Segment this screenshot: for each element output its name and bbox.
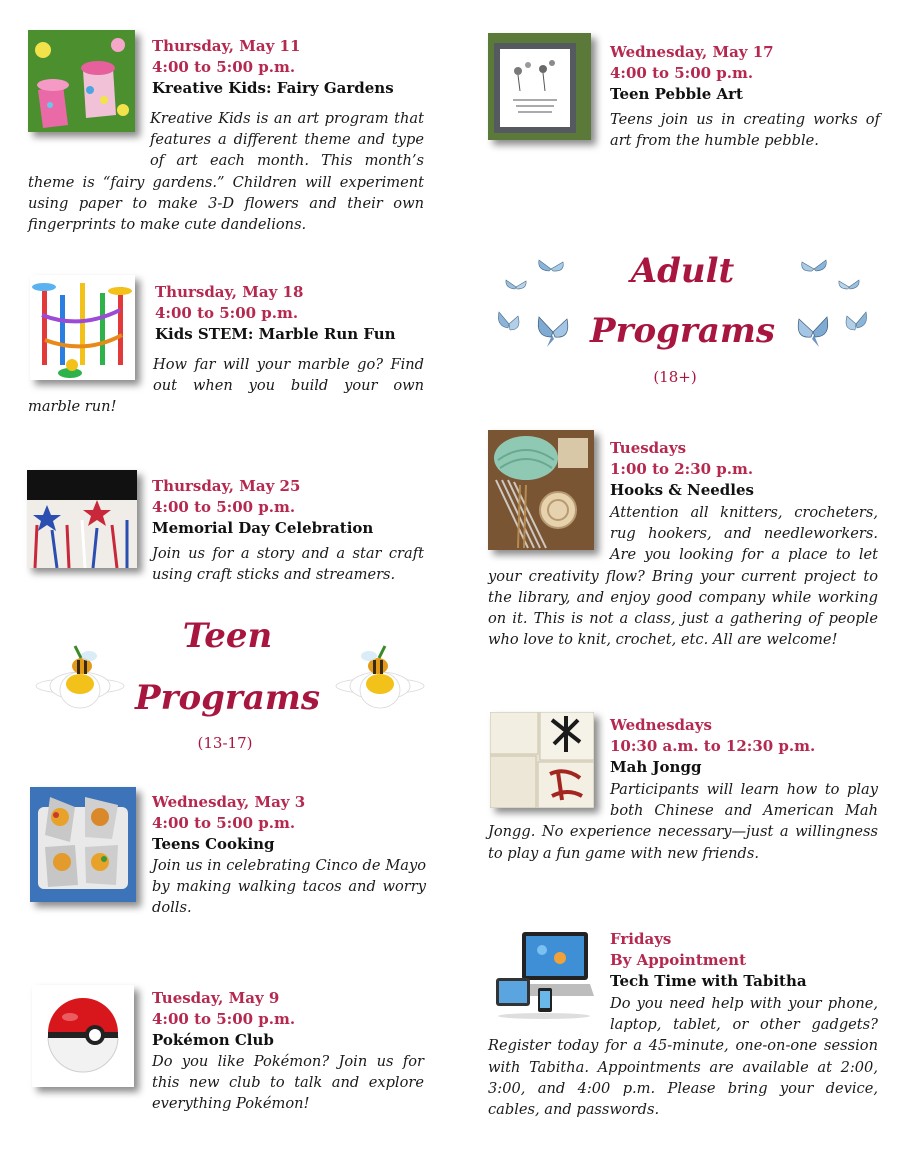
butterfly-icon: [843, 310, 869, 338]
event-title: Kreative Kids: Fairy Gardens: [152, 79, 394, 97]
heading-line2: Programs: [590, 311, 775, 351]
event-date: Thursday, May 11: [152, 37, 301, 55]
float-spacer: [488, 779, 610, 819]
butterfly-icon: [838, 278, 860, 296]
event-memorial-day: [152, 476, 424, 585]
heading-line1: Teen: [182, 616, 273, 656]
event-date: Thursday, May 18: [155, 283, 304, 301]
adult-age-range: (18+): [653, 368, 697, 386]
event-time: 4:00 to 5:00 p.m.: [152, 498, 296, 516]
event-date: Wednesday, May 17: [610, 43, 774, 61]
event-title: Hooks & Needles: [610, 481, 754, 499]
event-description: Do you need help with your phone, laptop, tablet, or other gadgets? Register today for a 45-minute, one-on-one session with Tabitha. Appointments are available at 2:00, 3:00, and 4:00 p.m. Please bring your device, cables, and passwords.: [488, 995, 878, 1119]
event-hooks-needles: [610, 438, 880, 501]
event-time: 1:00 to 2:30 p.m.: [610, 460, 754, 478]
event-marble-run: [155, 282, 425, 345]
bee-daisy-icon: [35, 636, 125, 712]
event-time: 4:00 to 5:00 p.m.: [152, 814, 296, 832]
teen-age-range: (13-17): [197, 734, 253, 752]
event-title: Memorial Day Celebration: [152, 519, 374, 537]
event-teens-cooking: [152, 792, 426, 919]
butterfly-icon: [537, 258, 565, 280]
event-title: Mah Jongg: [610, 758, 702, 776]
event-date: Fridays: [610, 930, 672, 948]
star-craft-photo: [27, 470, 137, 568]
butterfly-icon: [795, 315, 831, 349]
float-spacer: [28, 354, 153, 394]
event-title: Pokémon Club: [152, 1031, 274, 1049]
event-time: By Appointment: [610, 951, 747, 969]
event-date: Wednesday, May 3: [152, 793, 306, 811]
butterfly-icon: [535, 315, 571, 349]
event-time: 4:00 to 5:00 p.m.: [155, 304, 299, 322]
event-pebble-art: [610, 42, 880, 151]
event-mah-jongg: [610, 715, 880, 778]
event-title: Teens Cooking: [152, 835, 275, 853]
event-date: Tuesdays: [610, 439, 687, 457]
bee-daisy-icon: [335, 636, 425, 712]
event-tech-time: [610, 929, 880, 992]
pokeball-photo: [32, 985, 134, 1087]
event-description: Join us in celebrating Cinco de Mayo by making walking tacos and worry dolls.: [152, 857, 426, 917]
event-date: Wednesdays: [610, 716, 712, 734]
walking-tacos-photo: [30, 787, 136, 902]
event-title: Teen Pebble Art: [610, 85, 743, 103]
pebble-art-photo: [488, 33, 591, 140]
event-description: Join us for a story and a star craft using craft sticks and streamers.: [152, 545, 424, 584]
event-title: Tech Time with Tabitha: [610, 972, 807, 990]
heading-line2: Programs: [135, 678, 320, 718]
event-description: Participants will learn how to play both Chinese and American Mah Jongg. No experience necessary—just a willingness to play a fun game with new friends.: [488, 781, 878, 862]
event-kreative-kids: [152, 36, 424, 99]
event-time: 10:30 a.m. to 12:30 p.m.: [610, 737, 816, 755]
event-description: Do you like Pokémon? Join us for this new club to talk and explore everything Pokémon!: [152, 1053, 424, 1113]
event-time: 4:00 to 5:00 p.m.: [152, 58, 296, 76]
heading-line1: Adult: [630, 251, 735, 291]
float-spacer: [488, 993, 610, 1033]
butterfly-icon: [505, 278, 527, 296]
float-spacer: [28, 108, 150, 160]
event-description: Attention all knitters, crocheters, rug hookers, and needleworkers. Are you looking for a place to let your creativity flow? Bring your current project to the library, and enjoy good company while working on it. This is not a class, just a gathering of people who love to knit, crochet, etc. All are welcome!: [488, 504, 878, 649]
butterfly-icon: [800, 258, 828, 280]
float-spacer: [488, 502, 610, 562]
event-description: How far will your marble go? Find out when you build your own marble run!: [28, 356, 424, 416]
event-date: Thursday, May 25: [152, 477, 301, 495]
event-description: Teens join us in creating works of art from the humble pebble.: [610, 111, 880, 150]
butterfly-icon: [496, 310, 522, 338]
event-pokemon-club: [152, 988, 424, 1115]
teen-programs-heading: [130, 608, 325, 726]
event-time: 4:00 to 5:00 p.m.: [610, 64, 754, 82]
event-title: Kids STEM: Marble Run Fun: [155, 325, 396, 343]
event-date: Tuesday, May 9: [152, 989, 280, 1007]
event-description: Kreative Kids is an art program that features a different theme and type of art each month. This month’s theme is “fairy gardens.” Children will experiment using paper to make 3-D flowers and their own fingerprints to make cute dandelions.: [28, 110, 424, 234]
adult-programs-heading: [585, 243, 780, 359]
event-time: 4:00 to 5:00 p.m.: [152, 1010, 296, 1028]
